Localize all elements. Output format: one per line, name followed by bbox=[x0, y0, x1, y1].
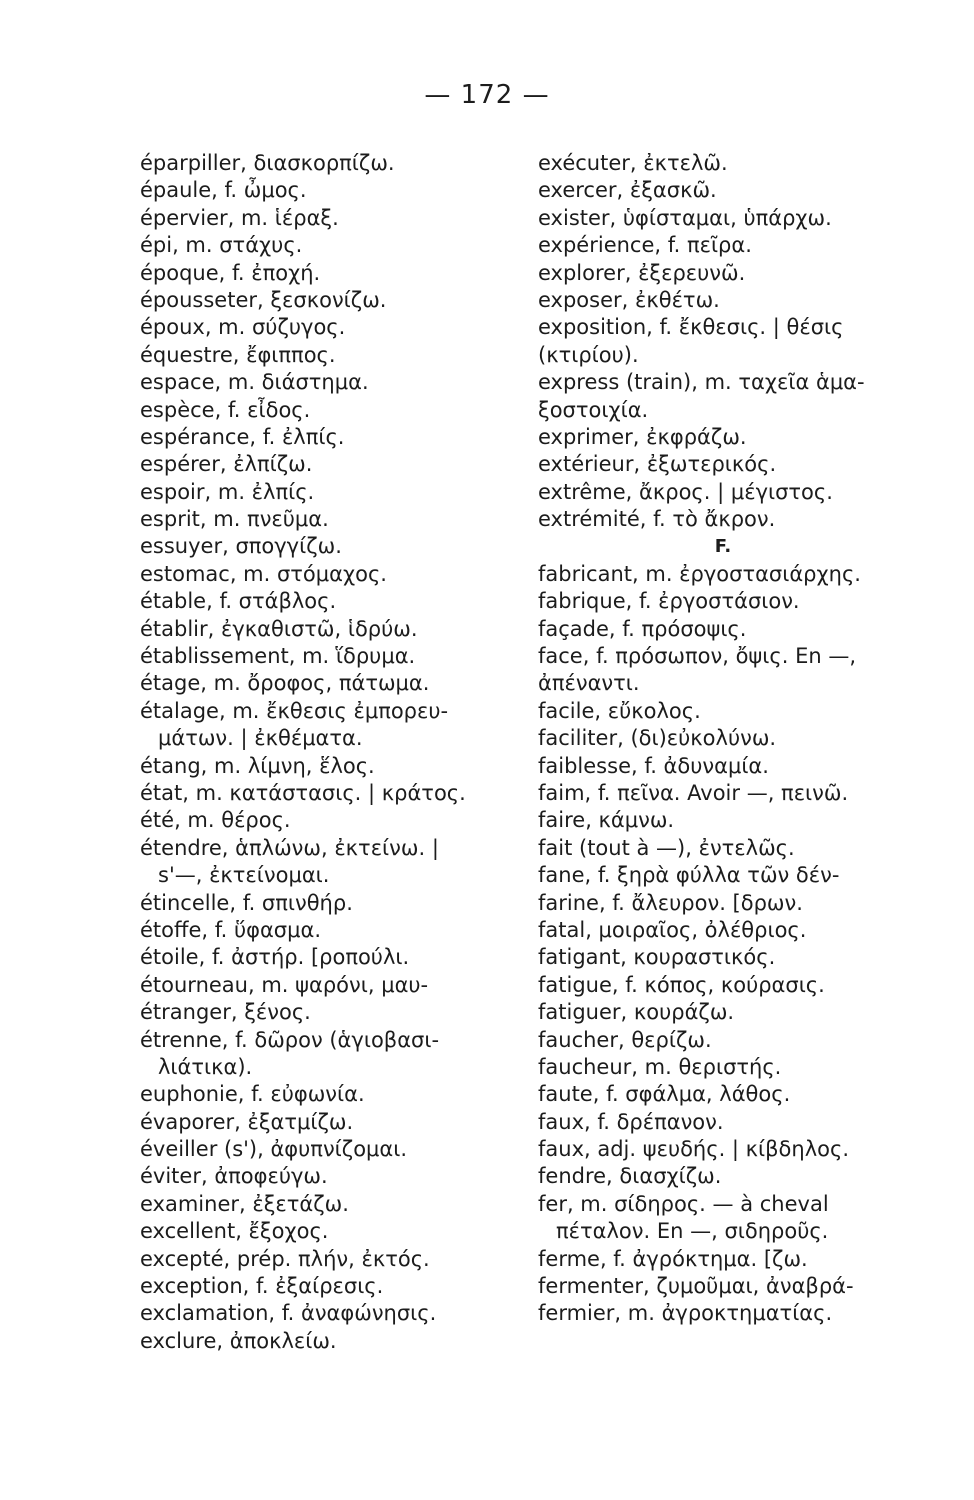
dictionary-entry: faute, f. σφάλμα, λάθος. bbox=[538, 1082, 791, 1107]
dictionary-entry: fendre, διασχίζω. bbox=[538, 1164, 722, 1189]
dictionary-entry: ἀπέναντι. bbox=[538, 671, 640, 696]
dictionary-entry: épi, m. στάχυς. bbox=[140, 233, 303, 258]
left-column bbox=[140, 150, 530, 1355]
dictionary-entry: express (train), m. ταχεῖα ἁμα- bbox=[538, 370, 865, 395]
dictionary-entry: fermier, m. ἀγροκτηματίας. bbox=[538, 1301, 833, 1326]
dictionary-entry: fatigue, f. κόπος, κούρασις. bbox=[538, 972, 825, 997]
dictionary-entry: exposition, f. ἔκθεσις. | θέσις bbox=[538, 315, 844, 340]
dictionary-entry: évaporer, ἐξατμίζω. bbox=[140, 1109, 354, 1134]
dictionary-entry: extérieur, ἐξωτερικός. bbox=[538, 452, 777, 477]
dictionary-entry: été, m. θέρος. bbox=[140, 808, 291, 833]
dictionary-entry: fatal, μοιραῖος, ὀλέθριος. bbox=[538, 917, 807, 942]
dictionary-entry: établissement, m. ἵδρυμα. bbox=[140, 644, 416, 669]
dictionary-entry: épaule, f. ὦμος. bbox=[140, 178, 307, 203]
dictionary-entry: ferme, f. ἀγρόκτημα. [ζω. bbox=[538, 1246, 808, 1271]
dictionary-entry: euphonie, f. εὐφωνία. bbox=[140, 1082, 365, 1107]
dictionary-entry: faire, κάμνω. bbox=[538, 808, 675, 833]
dictionary-entry: étrenne, f. δῶρον (ἁγιοβασι- bbox=[140, 1027, 440, 1052]
dictionary-entry: μάτων. | ἐκθέματα. bbox=[158, 726, 363, 751]
dictionary-entry: fait (tout à —), ἐντελῶς. bbox=[538, 835, 795, 860]
dictionary-entry: étage, m. ὄροφος, πάτωμα. bbox=[140, 671, 430, 696]
dictionary-entry: étable, f. στάβλος. bbox=[140, 589, 337, 614]
dictionary-entry: étendre, ἁπλώνω, ἐκτείνω. | bbox=[140, 835, 439, 860]
dictionary-entry: fabrique, f. ἐργοστάσιον. bbox=[538, 589, 800, 614]
dictionary-entry: espérance, f. ἐλπίς. bbox=[140, 424, 345, 449]
dictionary-entry: exprimer, ἐκφράζω. bbox=[538, 424, 747, 449]
dictionary-entry: explorer, ἐξερευνῶ. bbox=[538, 260, 746, 285]
dictionary-entry: examiner, ἐξετάζω. bbox=[140, 1191, 349, 1216]
dictionary-entry: étincelle, f. σπινθήρ. bbox=[140, 890, 353, 915]
dictionary-entry: faux, f. δρέπανον. bbox=[538, 1109, 724, 1134]
dictionary-entry: épervier, m. ἱέραξ. bbox=[140, 205, 339, 230]
dictionary-entry: facile, εὔκολος. bbox=[538, 698, 701, 723]
dictionary-entry: exercer, ἐξασκῶ. bbox=[538, 178, 717, 203]
dictionary-entry: πέταλον. En —, σιδηροῦς. bbox=[556, 1219, 829, 1244]
dictionary-entry: essuyer, σπογγίζω. bbox=[140, 534, 342, 559]
dictionary-entry: fer, m. σίδηρος. — à cheval bbox=[538, 1191, 829, 1216]
dictionary-entry: espérer, ἐλπίζω. bbox=[140, 452, 313, 477]
dictionary-entry: faucher, θερίζω. bbox=[538, 1027, 712, 1052]
dictionary-entry: esprit, m. πνεῦμα. bbox=[140, 507, 329, 532]
dictionary-entry: face, f. πρόσωπον, ὄψις. En —, bbox=[538, 644, 856, 669]
dictionary-entry: établir, ἐγκαθιστῶ, ἱδρύω. bbox=[140, 616, 418, 641]
dictionary-entry: extrémité, f. τὸ ἄκρον. bbox=[538, 507, 776, 532]
dictionary-entry: ξοστοιχία. bbox=[538, 397, 649, 422]
dictionary-entry: état, m. κατάστασις. | κράτος. bbox=[140, 780, 466, 805]
dictionary-entry: exclamation, f. ἀναφώνησις. bbox=[140, 1301, 437, 1326]
dictionary-entry: espèce, f. εἶδος. bbox=[140, 397, 311, 422]
dictionary-entry: extrême, ἄκρος. | μέγιστος. bbox=[538, 479, 833, 504]
dictionary-entry: excellent, ἔξοχος. bbox=[140, 1219, 329, 1244]
dictionary-entry: espoir, m. ἐλπίς. bbox=[140, 479, 315, 504]
dictionary-entry: faiblesse, f. ἀδυναμία. bbox=[538, 753, 769, 778]
dictionary-entry: farine, f. ἄλευρον. [δρων. bbox=[538, 890, 803, 915]
dictionary-entry: époux, m. σύζυγος. bbox=[140, 315, 346, 340]
dictionary-entry: estomac, m. στόμαχος. bbox=[140, 561, 387, 586]
dictionary-entry: exposer, ἐκθέτω. bbox=[538, 287, 720, 312]
dictionary-entry: époque, f. ἐποχή. bbox=[140, 260, 321, 285]
dictionary-entry: faux, adj. ψευδής. | κίβδηλος. bbox=[538, 1137, 849, 1162]
section-heading: F. bbox=[714, 536, 732, 558]
dictionary-entry: excepté, prép. πλήν, ἐκτός. bbox=[140, 1246, 430, 1271]
dictionary-entry: éparpiller, διασκορπίζω. bbox=[140, 151, 395, 175]
dictionary-entry: étoile, f. ἀστήρ. [ροπούλι. bbox=[140, 945, 410, 970]
dictionary-entry: expérience, f. πεῖρα. bbox=[538, 233, 752, 258]
dictionary-entry: exécuter, ἐκτελῶ. bbox=[538, 151, 728, 175]
dictionary-entry: étranger, ξένος. bbox=[140, 1000, 311, 1025]
dictionary-entry: éveiller (s'), ἀφυπνίζομαι. bbox=[140, 1137, 408, 1162]
dictionary-entry: étourneau, m. ψαρόνι, μαυ- bbox=[140, 972, 429, 997]
dictionary-entry: exclure, ἀποκλείω. bbox=[140, 1328, 337, 1353]
dictionary-entry: façade, f. πρόσοψις. bbox=[538, 616, 747, 641]
dictionary-entry: fane, f. ξηρὰ φύλλα τῶν δέν- bbox=[538, 863, 840, 888]
dictionary-entry: fabricant, m. ἐργοστασιάρχης. bbox=[538, 561, 861, 586]
dictionary-entry: faim, f. πεῖνα. Avoir —, πεινῶ. bbox=[538, 780, 849, 805]
dictionary-entry: fatiguer, κουράζω. bbox=[538, 1000, 735, 1025]
dictionary-entry: faucheur, m. θεριστής. bbox=[538, 1054, 782, 1079]
dictionary-entry: faciliter, (δι)εὐκολύνω. bbox=[538, 726, 777, 751]
right-column bbox=[538, 150, 938, 1328]
dictionary-entry: espace, m. διάστημα. bbox=[140, 370, 369, 395]
dictionary-entry: fatigant, κουραστικός. bbox=[538, 945, 776, 970]
page-number: — 172 — bbox=[424, 80, 550, 110]
dictionary-entry: éviter, ἀποφεύγω. bbox=[140, 1164, 328, 1189]
dictionary-entry: exister, ὑφίσταμαι, ὑπάρχω. bbox=[538, 205, 832, 230]
dictionary-entry: épousseter, ξεσκονίζω. bbox=[140, 287, 387, 312]
dictionary-entry: s'—, ἐκτείνομαι. bbox=[158, 863, 330, 888]
dictionary-entry: (κτιρίου). bbox=[538, 342, 639, 367]
dictionary-entry: étoffe, f. ὕφασμα. bbox=[140, 917, 321, 942]
dictionary-entry: exception, f. ἐξαίρεσις. bbox=[140, 1274, 384, 1299]
dictionary-entry: étalage, m. ἔκθεσις ἐμπορευ- bbox=[140, 698, 449, 723]
dictionary-entry: λιάτικα). bbox=[158, 1054, 253, 1079]
dictionary-entry: équestre, ἔφιππος. bbox=[140, 342, 336, 367]
dictionary-entry: fermenter, ζυμοῦμαι, ἀναβρά- bbox=[538, 1274, 854, 1299]
dictionary-entry: étang, m. λίμνη, ἕλος. bbox=[140, 753, 375, 778]
